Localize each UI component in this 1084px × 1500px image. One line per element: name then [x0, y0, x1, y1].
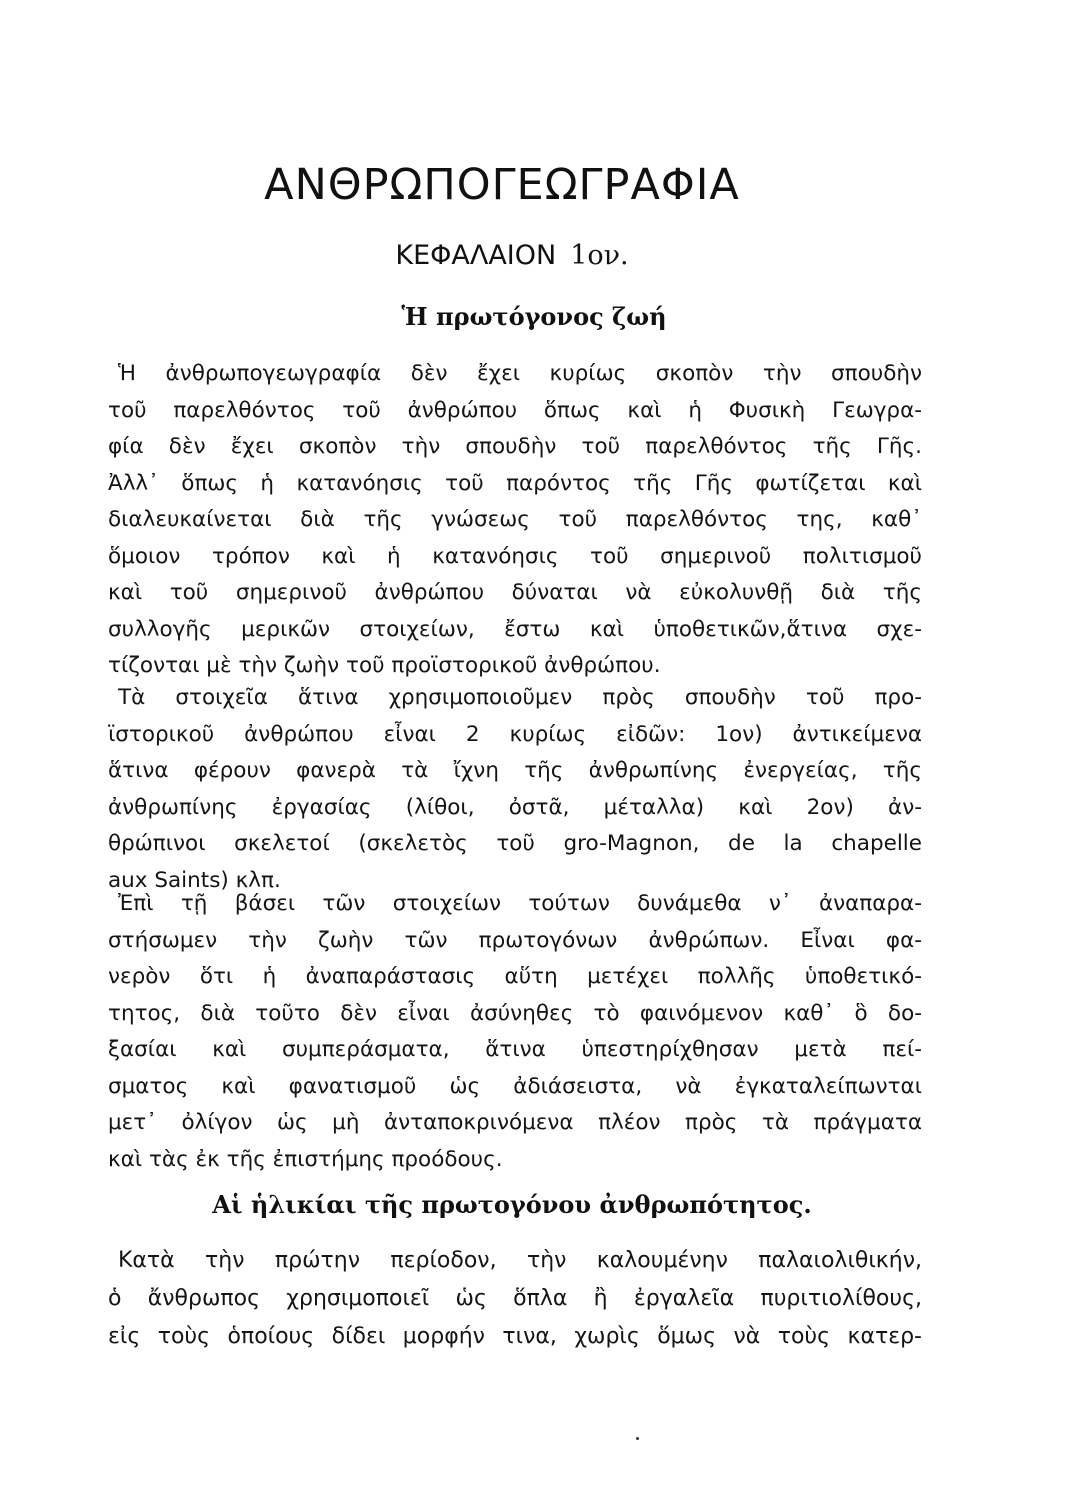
chapter-number: 1ον.	[570, 240, 629, 271]
section-heading-ages-of-humanity: Αἱ ἡλικίαι τῆς πρωτογόνου ἀνθρωπότητος.	[212, 1190, 812, 1219]
ink-speck	[636, 1437, 639, 1440]
section-heading-primitive-life: Ἡ πρωτόγονος ζωή	[401, 302, 667, 331]
text-line: σματος καὶ φανατισμοῦ ὡς ἀδιάσειστα, νὰ ἐγκαταλείπωνται	[108, 1073, 922, 1099]
text-line: τοῦ παρελθόντος τοῦ ἀνθρώπου ὅπως καὶ ἡ Φυσικὴ Γεωγρα-	[108, 397, 922, 423]
paragraph-4	[108, 1242, 922, 1356]
text-line: καὶ τοῦ σημερινοῦ ἀνθρώπου δύναται νὰ εὐκολυνθῇ διὰ τῆς	[108, 580, 922, 605]
text-line: ὁ ἄνθρωπος χρησιμοποιεῖ ὡς ὅπλα ἢ ἐργαλεῖα πυριτιολίθους,	[108, 1286, 922, 1311]
text-line: Κατὰ τὴν πρώτην περίοδον, τὴν καλουμένην παλαιολιθικήν,	[118, 1248, 922, 1273]
paragraph-3	[108, 886, 922, 1178]
text-line: εἰς τοὺς ὁποίους δίδει μορφήν τινα, χωρὶς ὅμως νὰ τοὺς κατερ-	[108, 1324, 922, 1349]
text-line: μετ᾽ ὀλίγον ὡς μὴ ἀνταποκρινόμενα πλέον πρὸς τὰ πράγματα	[108, 1110, 922, 1135]
chapter-label: ΚΕΦΑΛΑΙΟΝ	[395, 240, 557, 271]
text-line: ἅτινα φέρουν φανερὰ τὰ ἴχνη τῆς ἀνθρωπίνης ἐνεργείας, τῆς	[108, 758, 922, 783]
text-line: διαλευκαίνεται διὰ τῆς γνώσεως τοῦ παρελθόντος της, καθ᾽	[108, 507, 922, 532]
text-line: ἀνθρωπίνης ἐργασίας (λίθοι, ὀστᾶ, μέταλλα) καὶ 2ον) ἀν-	[108, 794, 922, 820]
text-line: φία δὲν ἔχει σκοπὸν τὴν σπουδὴν τοῦ παρελθόντος τῆς Γῆς.	[108, 434, 922, 459]
text-line: ϊστορικοῦ ἀνθρώπου εἶναι 2 κυρίως εἰδῶν: 1ον) ἀντικείμενα	[108, 721, 922, 747]
text-line: aux Saints) κλπ.	[108, 867, 281, 893]
paragraph-2	[108, 680, 922, 899]
text-line: τητος, διὰ τοῦτο δὲν εἶναι ἀσύνηθες τὸ φαινόμενον καθ᾽ ὃ δο-	[108, 1000, 922, 1026]
page-title: ΑΝΘΡΩΠΟΓΕΩΓΡΑΦΙΑ	[264, 160, 740, 210]
text-line: στήσωμεν τὴν ζωὴν τῶν πρωτογόνων ἀνθρώπων. Εἶναι φα-	[108, 927, 922, 953]
text-line: Ἡ ἀνθρωπογεωγραφία δὲν ἔχει κυρίως σκοπὸν τὴν σπουδὴν	[118, 361, 922, 386]
chapter-heading	[0, 240, 1024, 271]
text-line: τίζονται μὲ τὴν ζωὴν τοῦ προϊστορικοῦ ἀνθρώπου.	[108, 653, 661, 678]
text-line: Τὰ στοιχεῖα ἅτινα χρησιμοποιοῦμεν πρὸς σπουδὴν τοῦ προ-	[118, 685, 922, 710]
text-line: καὶ τὰς ἐκ τῆς ἐπιστήμης προόδους.	[108, 1146, 503, 1172]
text-line: Ἐπὶ τῇ βάσει τῶν στοιχείων τούτων δυνάμεθα ν᾽ ἀναπαρα-	[118, 891, 922, 916]
paragraph-1	[108, 356, 922, 685]
text-line: συλλογῆς μερικῶν στοιχείων, ἔστω καὶ ὑποθετικῶν,ἅτινα σχε-	[108, 616, 922, 642]
text-line: ξασίαι καὶ συμπεράσματα, ἅτινα ὑπεστηρίχθησαν μετὰ πεί-	[108, 1037, 922, 1062]
text-line: Ἀλλ᾽ ὅπως ἡ κατανόησις τοῦ παρόντος τῆς Γῆς φωτίζεται καὶ	[108, 470, 922, 496]
text-line: ὅμοιον τρόπον καὶ ἡ κατανόησις τοῦ σημερινοῦ πολιτισμοῦ	[108, 543, 922, 569]
text-line: νερὸν ὅτι ἡ ἀναπαράστασις αὕτη μετέχει πολλῆς ὑποθετικό-	[108, 964, 922, 989]
text-line: θρώπινοι σκελετοί (σκελετὸς τοῦ gro-Magnon, de la chapelle	[108, 831, 922, 856]
